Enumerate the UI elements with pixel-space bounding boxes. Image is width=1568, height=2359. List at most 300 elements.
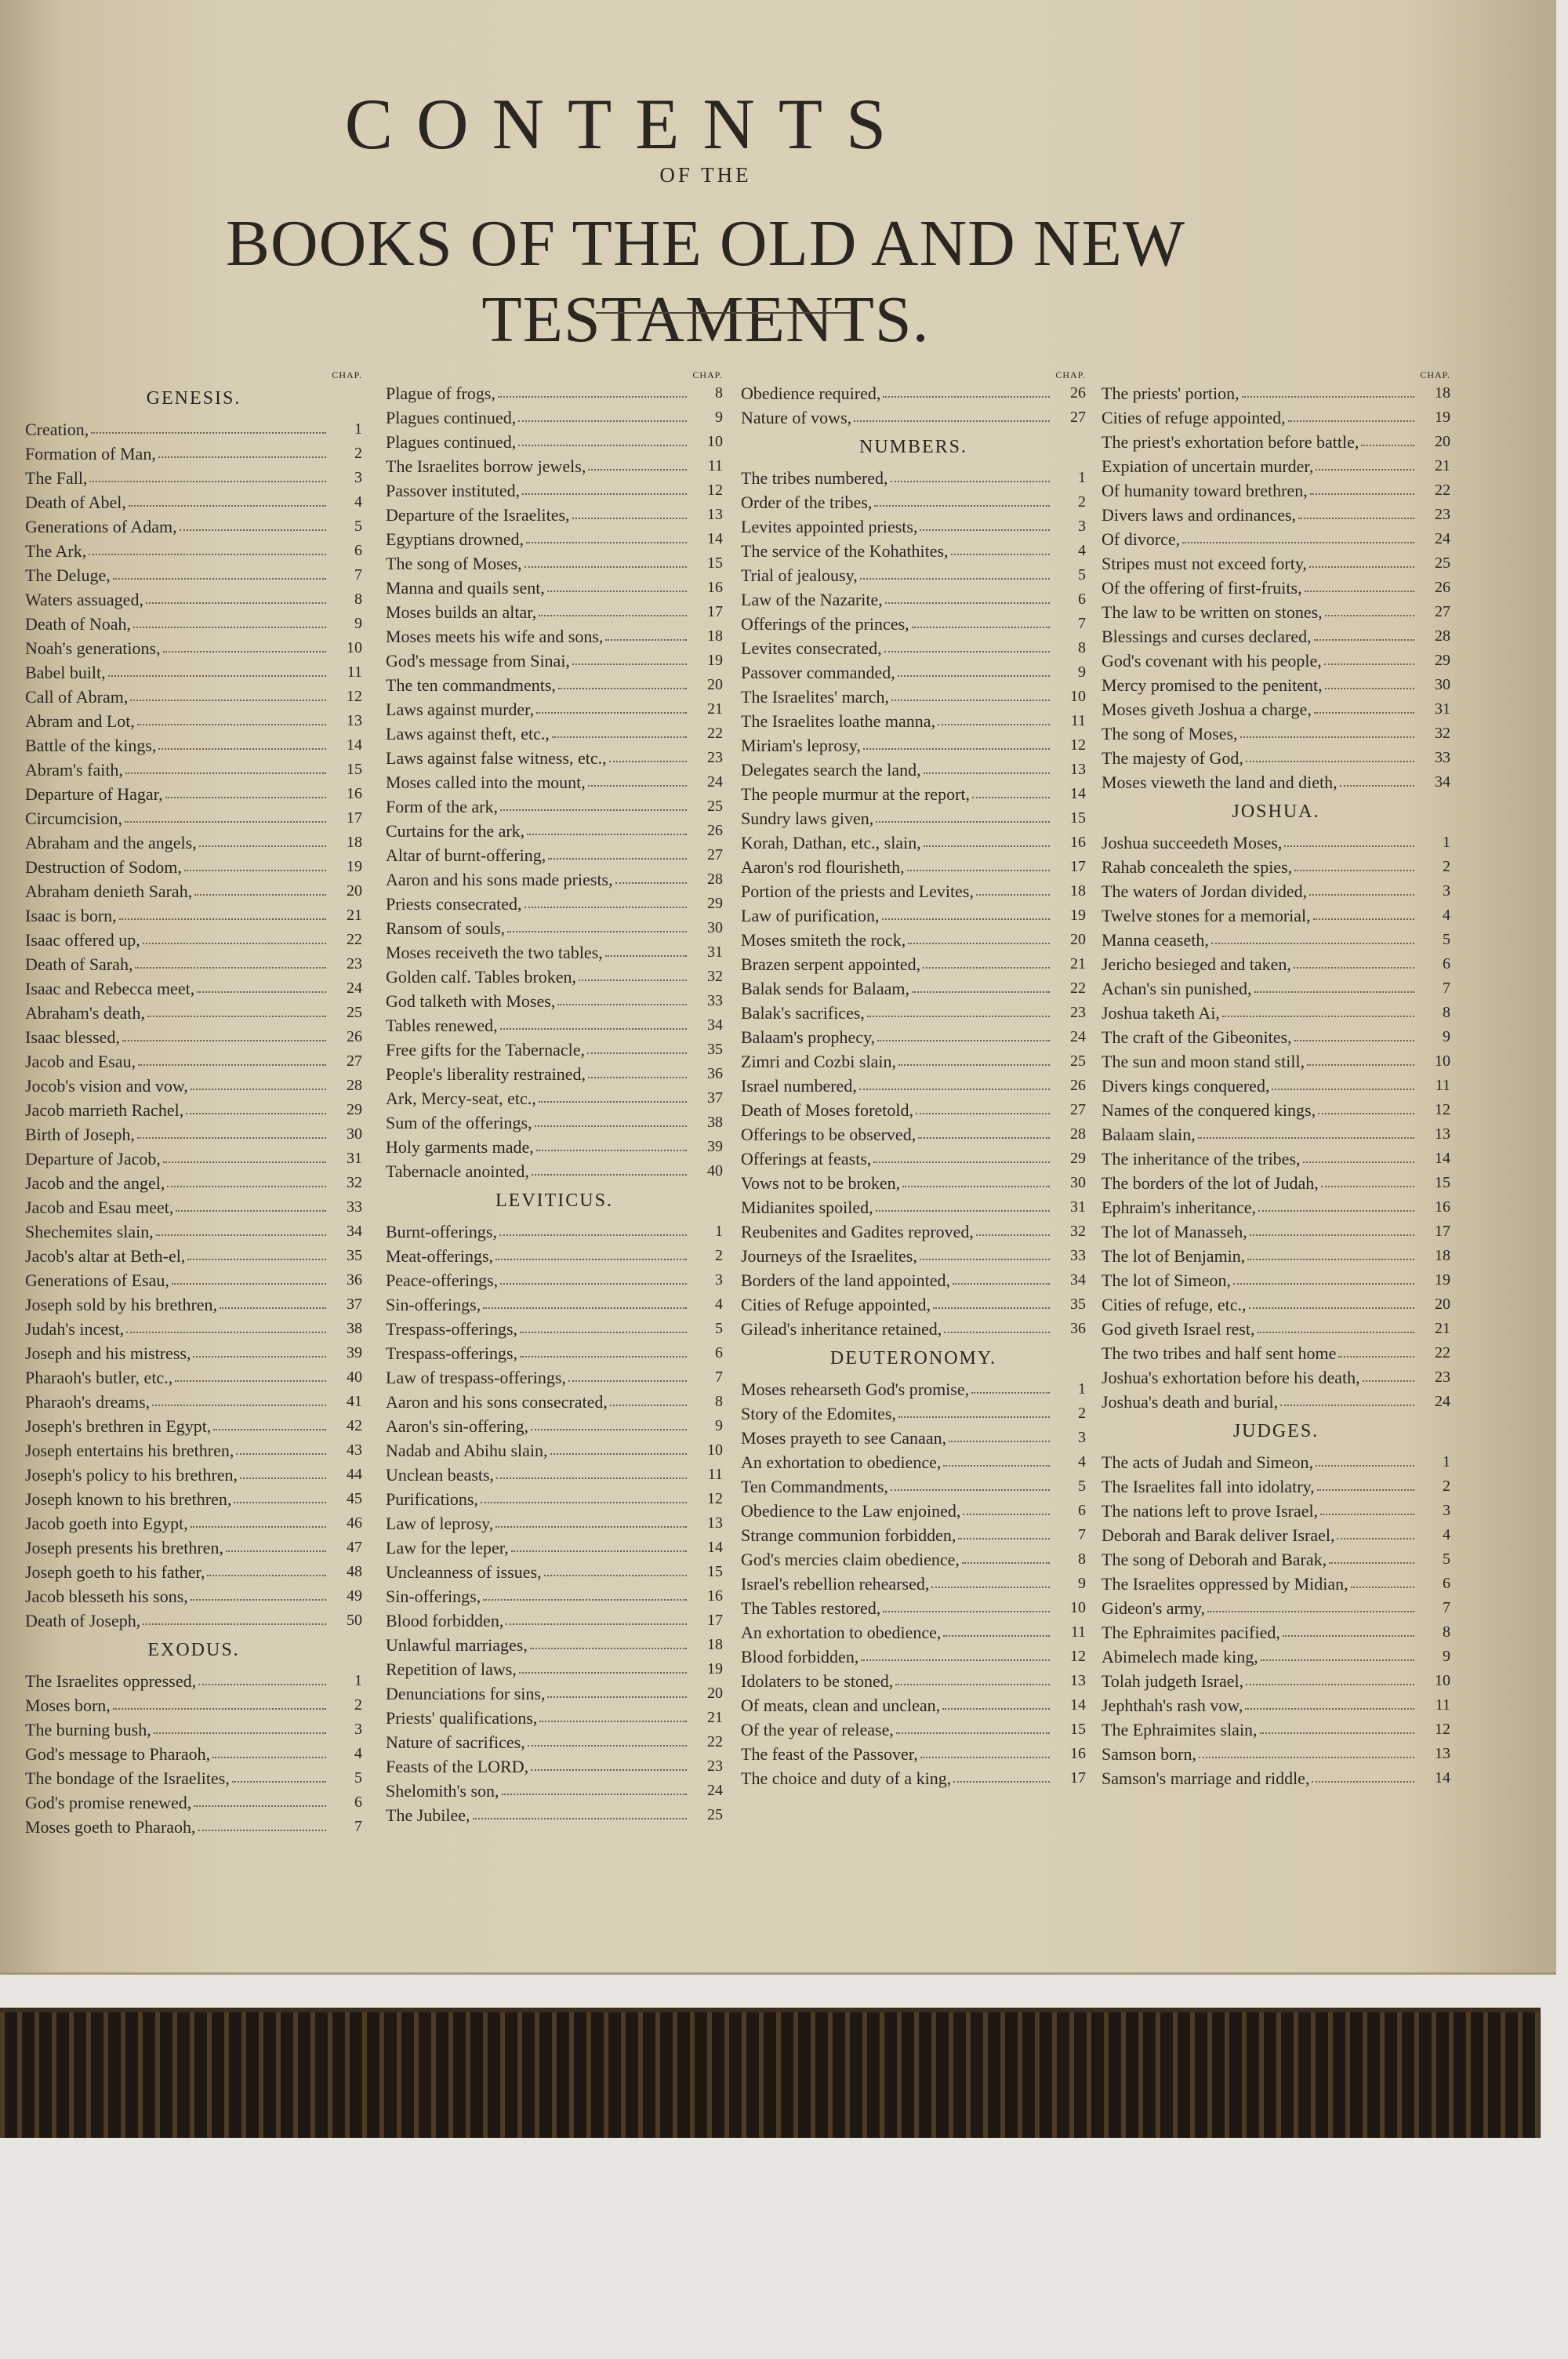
contents-entry [386, 1438, 723, 1463]
entry-title: The Israelites oppressed, [25, 1671, 197, 1691]
contents-entry [741, 1317, 1086, 1341]
chapter-number: 2 [1078, 493, 1086, 511]
entry-title: The choice and duty of a king, [741, 1768, 952, 1788]
contents-entry [1102, 527, 1450, 551]
dot-leader [883, 381, 1050, 398]
entry-title: Expiation of uncertain murder, [1102, 456, 1314, 476]
section-title: EXODUS. [147, 1640, 240, 1660]
contents-entry [741, 1377, 1086, 1401]
dot-leader [1247, 1244, 1414, 1260]
chapter-number: 10 [1070, 1599, 1086, 1616]
contents-entry [741, 1620, 1086, 1645]
dot-leader [226, 1536, 326, 1552]
entry-title: Isaac offered up, [25, 930, 140, 950]
dot-leader [133, 612, 326, 628]
entry-title: Trial of jealousy, [741, 565, 858, 585]
dot-leader [572, 649, 687, 665]
chapter-number: 21 [1070, 955, 1086, 972]
entry-title: The craft of the Gibeonites, [1102, 1027, 1292, 1047]
chapter-number: 16 [1070, 1745, 1086, 1762]
chapter-number: 22 [707, 1733, 723, 1750]
entry-title: Ephraim's inheritance, [1102, 1198, 1257, 1217]
chapter-number: 7 [1078, 615, 1086, 632]
dot-leader [1325, 600, 1414, 616]
chapter-number: 32 [1070, 1223, 1086, 1240]
chapter-number: 31 [347, 1150, 362, 1167]
dot-leader [236, 1438, 326, 1455]
entry-title: Departure of Hagar, [25, 784, 163, 804]
dot-leader [1199, 1742, 1414, 1758]
dot-leader [944, 1317, 1050, 1333]
dot-leader [520, 1341, 687, 1358]
dot-leader [531, 1754, 687, 1771]
chapter-number: 32 [1435, 725, 1450, 742]
entry-title: Form of the ark, [386, 797, 498, 816]
entry-title: Purifications, [386, 1489, 478, 1509]
dot-leader [902, 1171, 1050, 1187]
dot-leader [137, 709, 326, 725]
entry-title: The song of Moses, [1102, 724, 1238, 743]
dot-leader [874, 490, 1050, 507]
chapter-number: 4 [354, 1745, 362, 1762]
contents-entry [741, 1001, 1086, 1025]
dot-leader [1307, 1049, 1414, 1066]
contents-entry [741, 563, 1086, 587]
dot-leader [1249, 1292, 1415, 1309]
contents-entry [386, 697, 723, 722]
dot-leader [108, 660, 326, 677]
book-cover-edge [0, 2008, 1541, 2138]
dot-leader [1211, 928, 1414, 944]
dot-leader [1245, 1693, 1414, 1710]
dot-leader [916, 1098, 1050, 1114]
contents-entry [741, 1292, 1086, 1317]
dot-leader [896, 1717, 1050, 1734]
contents-entry [1102, 952, 1450, 976]
chapter-number: 5 [715, 1320, 723, 1337]
contents-entry [386, 1038, 723, 1062]
chap-label: CHAP. [692, 369, 723, 380]
chapter-number: 10 [1435, 1672, 1450, 1689]
chapter-number: 43 [347, 1441, 362, 1459]
dot-leader [898, 1401, 1050, 1418]
contents-entry [1102, 1717, 1450, 1742]
contents-entry [386, 1730, 723, 1754]
entry-title: Death of Moses foretold, [741, 1100, 913, 1120]
chapter-number: 42 [347, 1417, 362, 1434]
chapter-number: 4 [715, 1296, 723, 1313]
contents-entry [1102, 1450, 1450, 1474]
chapter-number: 8 [1078, 639, 1086, 656]
contents-entry [741, 1147, 1086, 1171]
dot-leader [963, 1499, 1050, 1515]
dot-leader [951, 539, 1050, 555]
dot-leader [609, 746, 687, 762]
chapter-number: 6 [1078, 591, 1086, 608]
chapter-number: 39 [707, 1138, 723, 1155]
dot-leader [1361, 430, 1414, 446]
chapter-number: 26 [347, 1028, 362, 1045]
entry-title: The lot of Benjamin, [1102, 1246, 1246, 1266]
chapter-number: 1 [1443, 1453, 1450, 1470]
dot-leader [912, 976, 1050, 993]
dot-leader [883, 1596, 1050, 1612]
contents-entry [25, 1742, 362, 1766]
contents-entry [1102, 1147, 1450, 1171]
chapter-number: 10 [347, 639, 362, 656]
chapter-number: 20 [347, 882, 362, 900]
entry-title: The two tribes and half sent home [1102, 1343, 1337, 1363]
chapter-number: 23 [1435, 506, 1450, 523]
chapter-number: 11 [1070, 1623, 1086, 1641]
dot-leader [527, 819, 687, 835]
chapter-number: 28 [347, 1077, 362, 1094]
chap-label: CHAP. [1055, 369, 1086, 380]
entry-title: Story of the Edomites, [741, 1404, 896, 1423]
chapter-number: 23 [707, 749, 723, 766]
contents-entry [25, 709, 362, 733]
dot-leader [1288, 405, 1414, 422]
contents-entry [25, 1049, 362, 1074]
contents-entry [25, 733, 362, 758]
chapter-number: 3 [1443, 882, 1450, 900]
contents-entry [741, 709, 1086, 733]
dot-leader [568, 1365, 687, 1382]
entry-title: The burning bush, [25, 1720, 151, 1739]
contents-entry [25, 1438, 362, 1463]
contents-entry [25, 636, 362, 660]
entry-title: The law to be written on stones, [1102, 602, 1323, 622]
chapter-number: 14 [1070, 785, 1086, 802]
entry-title: Unlawful marriages, [386, 1635, 528, 1655]
chapter-number: 21 [1435, 457, 1450, 474]
chapter-number: 23 [347, 955, 362, 972]
dot-leader [163, 1147, 326, 1163]
contents-entry [741, 612, 1086, 636]
dot-leader [511, 1536, 687, 1552]
entry-title: Joseph presents his brethren, [25, 1538, 223, 1558]
contents-entry [386, 1608, 723, 1633]
contents-subtitle: OF THE [659, 163, 752, 187]
contents-entry [25, 1001, 362, 1025]
contents-entry [386, 1487, 723, 1511]
entry-title: Generations of Adam, [25, 517, 177, 536]
contents-entry [25, 1268, 362, 1292]
entry-title: Brazen serpent appointed, [741, 954, 921, 974]
dot-leader [536, 1135, 687, 1151]
contents-entry [1102, 1365, 1450, 1390]
contents-entry [1102, 855, 1450, 879]
dot-leader [895, 1669, 1050, 1685]
dot-leader [1294, 952, 1414, 969]
contents-entry [1102, 1620, 1450, 1645]
entry-title: Departure of Jacob, [25, 1149, 161, 1169]
dot-leader [588, 770, 687, 787]
entry-title: Aaron's sin-offering, [386, 1416, 528, 1436]
entry-title: Abimelech made king, [1102, 1647, 1258, 1667]
chapter-number: 28 [1070, 1125, 1086, 1143]
entry-title: Names of the conquered kings, [1102, 1100, 1316, 1120]
entry-title: Babel built, [25, 663, 106, 682]
contents-entry [25, 1317, 362, 1341]
contents-entry [1102, 1474, 1450, 1499]
dot-leader [539, 1706, 687, 1722]
entry-title: Joseph sold by his brethren, [25, 1295, 218, 1314]
dot-leader [548, 843, 687, 860]
dot-leader [91, 417, 326, 434]
contents-entry [741, 1074, 1086, 1098]
contents-entry [741, 1244, 1086, 1268]
chapter-number: 21 [1435, 1320, 1450, 1337]
chapter-number: 47 [347, 1539, 362, 1556]
chapter-number: 5 [354, 518, 362, 535]
contents-entry [386, 478, 723, 503]
section-title: NUMBERS. [858, 437, 968, 457]
contents-entry [386, 1706, 723, 1730]
entry-title: Meat-offerings, [386, 1246, 494, 1266]
dot-leader [1272, 1074, 1414, 1090]
contents-entry [386, 1414, 723, 1438]
chapter-number: 11 [1435, 1077, 1450, 1094]
contents-title: CONTENTS [344, 84, 910, 164]
entry-title: Formation of Man, [25, 444, 156, 463]
entry-title: The Deluge, [25, 565, 111, 585]
entry-title: Delegates search the land, [741, 760, 921, 780]
dot-leader [199, 831, 326, 847]
chapter-number: 11 [1070, 712, 1086, 729]
chapter-number: 14 [347, 736, 362, 754]
contents-entry [1102, 1547, 1450, 1572]
chapter-number: 7 [1078, 1526, 1086, 1543]
entry-title: Offerings to be observed, [741, 1125, 916, 1144]
entry-title: Nature of vows, [741, 408, 852, 427]
chapter-number: 19 [1070, 907, 1086, 924]
contents-entry [1102, 1693, 1450, 1717]
dot-leader [1246, 746, 1414, 762]
chapter-number: 24 [1435, 1393, 1450, 1410]
contents-entry [1102, 1317, 1450, 1341]
contents-entry [741, 490, 1086, 514]
chapter-number: 13 [1070, 761, 1086, 778]
entry-title: Nadab and Abihu slain, [386, 1441, 548, 1460]
dot-leader [1222, 1001, 1414, 1017]
chapter-number: 24 [707, 773, 723, 791]
chapter-number: 20 [707, 676, 723, 693]
contents-entry [741, 1025, 1086, 1049]
chapter-number: 10 [707, 433, 723, 450]
dot-leader [1207, 1596, 1414, 1612]
chapter-number: 19 [707, 652, 723, 669]
dot-leader [191, 1074, 326, 1090]
contents-entry [1102, 1001, 1450, 1025]
chapter-number: 30 [707, 919, 723, 936]
chapter-number: 19 [1435, 1271, 1450, 1289]
chapter-number: 20 [1435, 433, 1450, 450]
dot-leader [89, 539, 326, 555]
entry-title: Creation, [25, 420, 89, 439]
contents-entry [386, 1681, 723, 1706]
contents-entry [25, 782, 362, 806]
contents-entry [386, 430, 723, 454]
contents-entry [1102, 1049, 1450, 1074]
chapter-number: 30 [1070, 1174, 1086, 1191]
contents-entry [25, 1390, 362, 1414]
contents-entry [386, 1244, 723, 1268]
contents-entry [25, 831, 362, 855]
contents-entry [741, 952, 1086, 976]
entry-title: Sundry laws given, [741, 809, 874, 828]
contents-entry [386, 1463, 723, 1487]
chapter-number: 13 [1070, 1672, 1086, 1689]
chapter-number: 5 [1443, 1550, 1450, 1568]
entry-title: Laws against false witness, etc., [386, 748, 607, 768]
contents-entry [386, 722, 723, 746]
chapter-number: 45 [347, 1490, 362, 1507]
dot-leader [483, 1292, 687, 1309]
contents-entry [741, 539, 1086, 563]
contents-entry [741, 1717, 1086, 1742]
chapter-number: 21 [707, 700, 723, 718]
chapter-number: 29 [1435, 652, 1450, 669]
entry-title: Israel's rebellion rehearsed, [741, 1574, 930, 1594]
entry-title: Death of Joseph, [25, 1611, 141, 1630]
entry-title: Abram's faith, [25, 760, 123, 780]
contents-entry [25, 1560, 362, 1584]
entry-title: An exhortation to obedience, [741, 1623, 942, 1642]
contents-entry [25, 1147, 362, 1171]
chapter-number: 9 [1078, 663, 1086, 681]
entry-title: Cities of Refuge appointed, [741, 1295, 931, 1314]
chapter-number: 10 [1435, 1052, 1450, 1070]
contents-entry [741, 928, 1086, 952]
contents-entry [386, 1062, 723, 1086]
contents-entry [25, 1195, 362, 1219]
chapter-number: 6 [354, 1794, 362, 1811]
dot-leader [522, 478, 687, 495]
contents-entry [386, 624, 723, 649]
entry-title: Generations of Esau, [25, 1270, 169, 1290]
dot-leader [1246, 1669, 1414, 1685]
chapter-number: 5 [1443, 931, 1450, 948]
dot-leader [234, 1487, 326, 1503]
chapter-number: 9 [354, 615, 362, 632]
entry-title: Uncleanness of issues, [386, 1562, 542, 1582]
entry-title: Burnt-offerings, [386, 1222, 497, 1241]
contents-entry [1102, 903, 1450, 928]
entry-title: Priests' qualifications, [386, 1708, 538, 1728]
entry-title: The Israelites fall into idolatry, [1102, 1477, 1315, 1496]
chapter-number: 34 [347, 1223, 362, 1240]
dot-leader [125, 758, 326, 774]
dot-leader [1303, 1147, 1414, 1163]
chapter-number: 3 [354, 1721, 362, 1738]
contents-entry [25, 928, 362, 952]
entry-title: Moses called into the mount, [386, 772, 586, 792]
chapter-number: 32 [707, 968, 723, 985]
contents-entry [386, 867, 723, 892]
chapter-number: 36 [347, 1271, 362, 1289]
entry-title: The lot of Manasseh, [1102, 1222, 1247, 1241]
chapter-number: 13 [707, 506, 723, 523]
entry-title: Nature of sacrifices, [386, 1732, 525, 1752]
entry-title: Sin-offerings, [386, 1295, 481, 1314]
contents-entry [386, 965, 723, 989]
chapter-number: 14 [707, 530, 723, 547]
column-4 [1102, 369, 1450, 1790]
entry-title: Jephthah's rash vow, [1102, 1696, 1243, 1715]
chapter-number: 10 [707, 1441, 723, 1459]
contents-entry [741, 1693, 1086, 1717]
dot-leader [194, 1790, 326, 1807]
entry-title: Levites appointed priests, [741, 517, 918, 536]
contents-entry [25, 1608, 362, 1633]
chapter-number: 4 [1078, 542, 1086, 559]
contents-entry [741, 1766, 1086, 1790]
dot-leader [1337, 1523, 1414, 1539]
entry-title: The Ark, [25, 541, 87, 561]
entry-title: Balak's sacrifices, [741, 1003, 865, 1023]
dot-leader [138, 1049, 326, 1066]
dot-leader [1294, 855, 1414, 871]
dot-leader [953, 1766, 1050, 1783]
contents-entry [741, 1596, 1086, 1620]
contents-entry [386, 1135, 723, 1159]
dot-leader [194, 879, 326, 896]
dot-leader [129, 490, 326, 507]
dot-leader [572, 503, 687, 519]
dot-leader [943, 1450, 1050, 1467]
dot-leader [854, 405, 1050, 422]
dot-leader [135, 952, 326, 969]
contents-entry [1102, 770, 1450, 794]
section-title: JOSHUA. [1232, 801, 1320, 822]
chapter-number: 16 [1070, 834, 1086, 851]
entry-title: Moses rehearseth God's promise, [741, 1379, 970, 1399]
chapter-number: 20 [1070, 931, 1086, 948]
entry-title: God's covenant with his people, [1102, 651, 1322, 671]
contents-entry [25, 952, 362, 976]
entry-title: Law of trespass-offerings, [386, 1368, 566, 1387]
chapter-number: 5 [1078, 566, 1086, 583]
contents-entry [25, 1098, 362, 1122]
contents-entry [386, 819, 723, 843]
chapter-number: 2 [715, 1247, 723, 1264]
contents-entry [25, 1790, 362, 1815]
contents-entry [386, 576, 723, 600]
dot-leader [500, 1268, 687, 1285]
entry-title: Egyptians drowned, [386, 529, 524, 549]
entry-title: Of the offering of first-fruits, [1102, 578, 1302, 598]
contents-entry [741, 733, 1086, 758]
chapter-number: 49 [347, 1587, 362, 1605]
chapter-number: 18 [1070, 882, 1086, 900]
entry-title: Moses builds an altar, [386, 602, 537, 622]
entry-title: Passover instituted, [386, 481, 521, 500]
chapter-number: 12 [1435, 1721, 1450, 1738]
dot-leader [867, 1001, 1050, 1017]
contents-entry [386, 1803, 723, 1827]
column-3 [741, 369, 1086, 1790]
chapter-number: 36 [1070, 1320, 1086, 1337]
entry-title: Feasts of the LORD, [386, 1757, 529, 1776]
entry-title: God's message to Pharaoh, [25, 1744, 211, 1764]
dot-leader [588, 1062, 687, 1078]
contents-entry [1102, 576, 1450, 600]
chapter-number: 15 [1070, 809, 1086, 827]
contents-entry [1102, 1074, 1450, 1098]
dot-leader [1284, 831, 1414, 847]
dot-leader [1240, 722, 1414, 738]
